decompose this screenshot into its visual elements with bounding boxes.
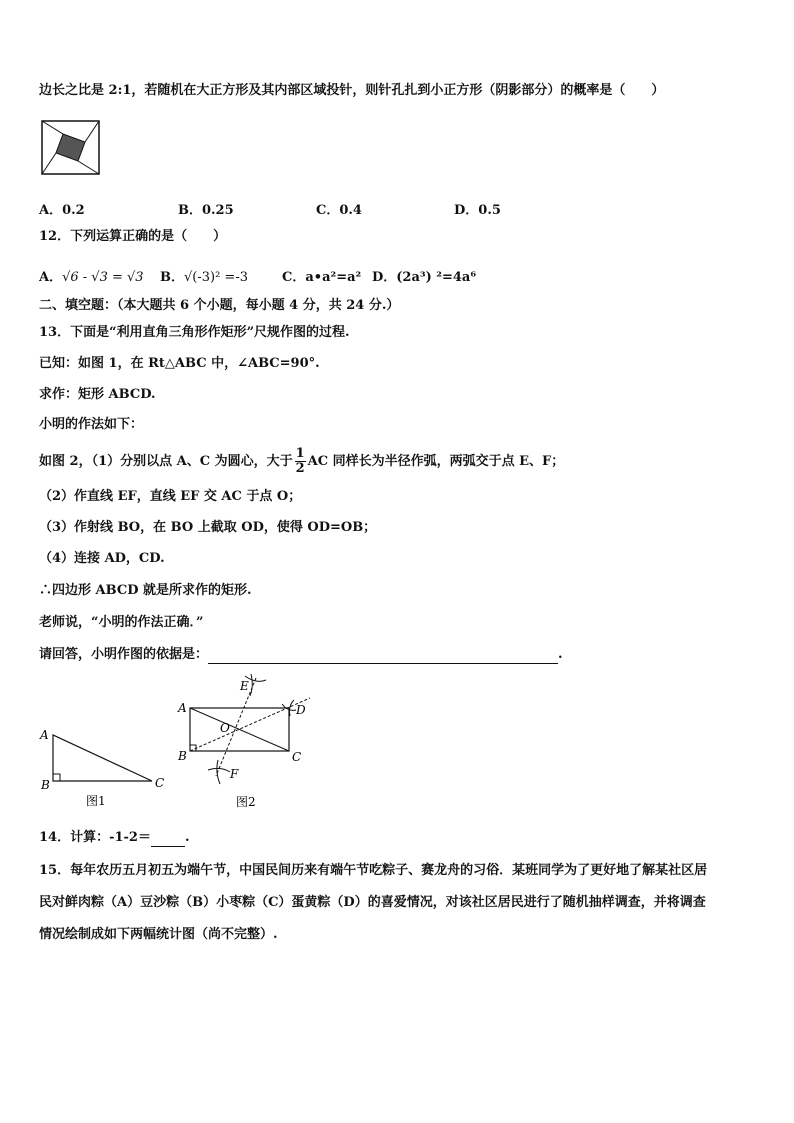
q12-option-b-expr: √(-3)² =-3 [184, 270, 248, 285]
section-heading: 二、填空题：（本大题共 6 个小题，每小题 4 分，共 24 分.） [39, 298, 400, 313]
q14-text: 14．计算：-1-2＝ [39, 830, 151, 845]
q13-intro: 13．下面是“利用直角三角形作矩形”尺规作图的过程. [39, 325, 350, 340]
fig2-label-d: D [296, 703, 306, 717]
q14-answer-blank[interactable] [151, 834, 185, 847]
q11-option-d: D．0.5 [454, 203, 501, 218]
q13-step4: （4）连接 AD，CD. [39, 551, 165, 566]
q12-option-b-label: B． [160, 270, 184, 285]
figure-1-triangle [36, 725, 166, 810]
q12-option-a-expr: √6 - √3 = √3 [62, 270, 144, 285]
q11-option-a: A．0.2 [39, 203, 85, 218]
q15-line-2: 民对鲜肉粽（A）豆沙粽（B）小枣粽（C）蛋黄粽（D）的喜爱情况，对该社区居民进行了随机抽样调查，并将调查 [39, 895, 706, 910]
figure-2-rectangle [172, 672, 322, 812]
q12-option-b [160, 266, 248, 285]
q13-step1-post: AC 同样长为半径作弧，两弧交于点 E、F； [307, 454, 565, 469]
fig2-label-o: O [220, 721, 230, 735]
q13-step1-pre: 如图 2，（1）分别以点 A、C 为圆心，大于 [39, 454, 293, 469]
q12-option-c: C．a•a²=a² [282, 270, 362, 285]
fig1-label-b: B [41, 778, 50, 792]
fig1-caption: 图1 [86, 794, 106, 808]
q13-step2: （2）作直线 EF，直线 EF 交 AC 于点 O； [39, 489, 302, 504]
fig2-label-b: B [178, 749, 187, 763]
q13-step3: （3）作射线 BO，在 BO 上截取 OD，使得 OD=OB； [39, 520, 377, 535]
q12-option-a-label: A． [39, 270, 63, 285]
q13-step1 [39, 447, 564, 476]
answer-blank[interactable] [208, 651, 558, 664]
q13-method-title: 小明的作法如下： [39, 417, 144, 432]
fig2-label-a: A [178, 701, 187, 715]
q13-question [39, 646, 563, 664]
fraction-numerator: 1 [295, 446, 305, 461]
fig2-label-c: C [292, 750, 302, 764]
half-fraction [295, 447, 306, 476]
fig1-label-c: C [155, 776, 165, 790]
q11-option-b: B．0.25 [178, 203, 234, 218]
q13-teacher: 老师说，“小明的作法正确．” [39, 615, 204, 630]
q12-option-d: D．(2a³) ²=4a⁶ [372, 270, 477, 285]
q15-line-1: 15．每年农历五月初五为端午节，中国民间历来有端午节吃粽子、赛龙舟的习俗．某班同学为了更好地了解某社区居 [39, 863, 708, 878]
fig2-label-e: E [240, 679, 249, 693]
square-figure [41, 120, 101, 176]
q13-conclusion: ∴四边形 ABCD 就是所求作的矩形. [39, 583, 252, 598]
q12-option-a [39, 266, 144, 285]
q13-question-text: 请回答，小明作图的依据是： [39, 647, 209, 662]
fig2-label-f: F [230, 767, 239, 781]
q11-stem: 边长之比是 2:1，若随机在大正方形及其内部区域投针，则针孔扎到小正方形（阴影部分）的概率是（ ） [39, 83, 665, 98]
q13-question-end: . [558, 647, 563, 662]
fraction-denominator: 2 [295, 461, 305, 476]
q14-end: . [184, 830, 190, 845]
q13-task: 求作：矩形 ABCD. [39, 387, 156, 402]
q13-known: 已知：如图 1，在 Rt△ABC 中，∠ABC=90°. [39, 356, 320, 371]
fig2-caption: 图2 [236, 795, 256, 809]
fig1-label-a: A [40, 728, 49, 742]
q14 [39, 829, 190, 847]
q15-line-3: 情况绘制成如下两幅统计图（尚不完整）. [39, 927, 278, 942]
q12-stem: 12．下列运算正确的是（ ） [39, 229, 227, 244]
q11-option-c: C．0.4 [316, 203, 362, 218]
